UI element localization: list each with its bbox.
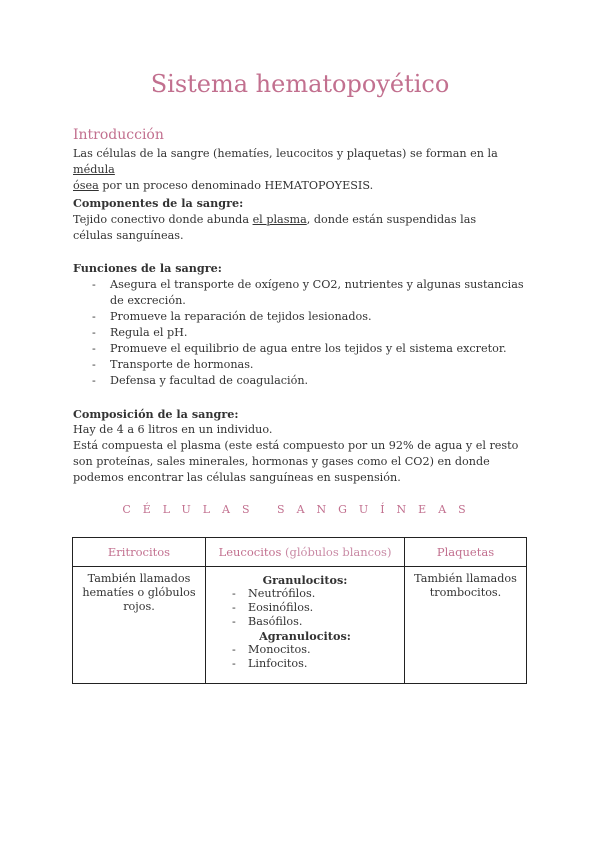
composicion-paragraph: Está compuesta el plasma (este está compuesto por un 92% de agua y el resto son proteínas, sales minerales, hormonas y gases como el CO2) en donde podemos encontrar las células sanguíneas en suspensión. (73, 439, 519, 484)
granulocitos-heading: Granulocitos: (262, 573, 348, 587)
list-item: - Promueve el equilibrio de agua entre los tejidos y el sistema excretor. (92, 341, 532, 357)
page-title: Sistema hematopoyético (150, 70, 450, 98)
list-item: - Basófilos. (232, 615, 403, 629)
list-item: - Regula el pH. (92, 325, 532, 341)
composicion-heading: Composición de la sangre: (73, 407, 239, 421)
componentes-heading: Componentes de la sangre: (73, 196, 244, 210)
list-item: - Defensa y facultad de coagulación. (92, 373, 532, 389)
agranulocitos-heading: Agranulocitos: (259, 629, 351, 643)
funciones-list (92, 277, 532, 389)
list-item: - Asegura el transporte de oxígeno y CO2, nutrientes y algunas sustancias de excreción. (92, 277, 532, 309)
list-item: - Neutrófilos. (232, 587, 403, 601)
table-row (73, 567, 527, 684)
componentes-paragraph: Tejido conectivo donde abunda el plasma, donde están suspendidas las células sanguíneas. (73, 213, 477, 242)
list-item: - Eosinófilos. (232, 601, 403, 615)
list-item: - Promueve la reparación de tejidos lesionados. (92, 309, 532, 325)
intro-paragraph: Las células de la sangre (hematíes, leucocitos y plaquetas) se forman en la médula ósea por un proceso denominado HEMATOPOYESIS. (73, 147, 498, 192)
agranulocitos-list (207, 643, 403, 671)
list-item: - Transporte de hormonas. (92, 357, 532, 373)
composicion-line1: Hay de 4 a 6 litros en un individuo. (73, 423, 273, 436)
plaquetas-cell: También llamados trombocitos. (405, 567, 527, 684)
funciones-heading: Funciones de la sangre: (73, 261, 222, 275)
cells-section-title: CÉLULAS SANGUÍNEAS (122, 503, 478, 516)
cells-table (72, 537, 527, 684)
list-item: - Linfocitos. (232, 657, 403, 671)
intro-heading: Introducción (73, 127, 164, 143)
plasma-link: el plasma (252, 213, 307, 226)
granulocitos-list (207, 587, 403, 629)
osea-link: ósea (73, 179, 99, 192)
header-plaquetas: Plaquetas (405, 538, 527, 567)
table-header-row (73, 538, 527, 567)
header-leucocitos: Leucocitos (glóbulos blancos) (206, 538, 405, 567)
list-item: - Monocitos. (232, 643, 403, 657)
leucocitos-cell (206, 567, 405, 684)
eritrocitos-cell: También llamados hematíes o glóbulos rojos. (73, 567, 206, 684)
medula-link: médula (73, 163, 115, 176)
header-eritrocitos: Eritrocitos (73, 538, 206, 567)
